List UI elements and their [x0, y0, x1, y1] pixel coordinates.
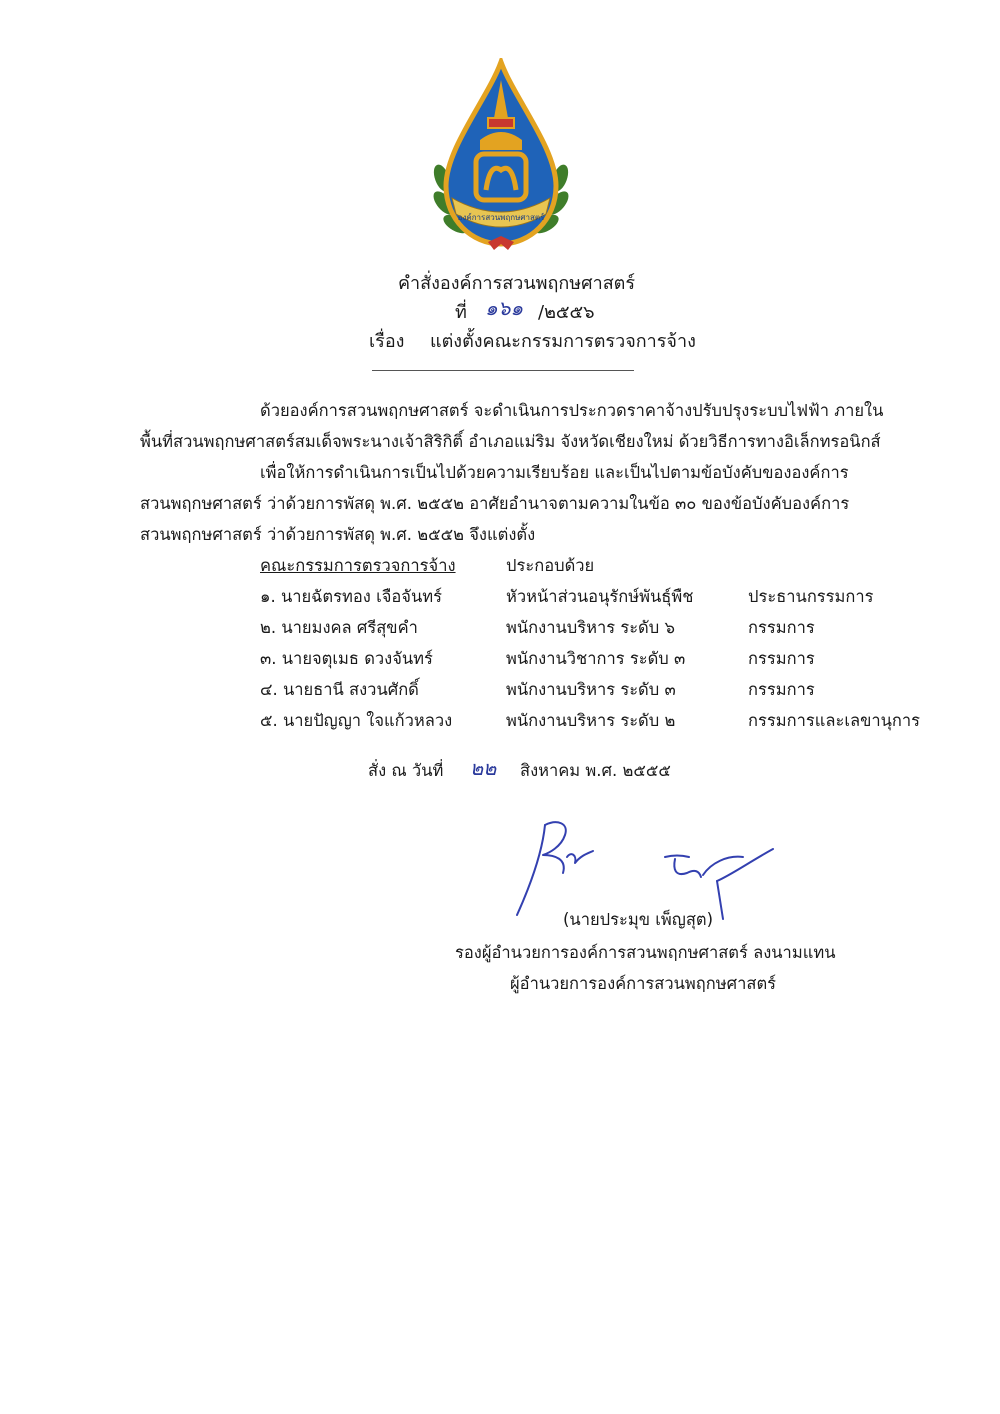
member-name: ๔. นายธานี สงวนศักดิ์ — [260, 680, 419, 699]
paragraph-1-line-1: ด้วยองค์การสวนพฤกษศาสตร์ จะดำเนินการประกวดราคาจ้างปรับปรุงระบบไฟฟ้า ภายใน — [260, 401, 884, 420]
committee-header-suffix: ประกอบด้วย — [506, 556, 595, 575]
subject-label: เรื่อง — [369, 331, 405, 352]
order-number-value: ๑๖๑ — [485, 296, 524, 320]
member-role: กรรมการ — [748, 618, 815, 637]
signatory-title-line-2: ผู้อำนวยการองค์การสวนพฤกษศาสตร์ — [510, 974, 777, 993]
member-role: ประธานกรรมการ — [748, 587, 874, 606]
paragraph-1-line-2: พื้นที่สวนพฤกษศาสตร์สมเด็จพระนางเจ้าสิริกิติ์ อำเภอแม่ริม จังหวัดเชียงใหม่ ด้วยวิธีการทางอิเล็กทรอนิกส์ — [140, 432, 881, 451]
signatory-name: (นายประมุข เพ็ญสุต) — [563, 910, 714, 929]
paragraph-2-line-2: สวนพฤกษศาสตร์ ว่าด้วยการพัสดุ พ.ศ. ๒๕๕๒ อาศัยอำนาจตามความในข้อ ๓๐ ของข้อบังคับองค์การ — [140, 494, 850, 513]
member-role: กรรมการและเลขานุการ — [748, 711, 921, 730]
member-name: ๒. นายมงคล ศรีสุขคำ — [260, 618, 418, 637]
member-position: หัวหน้าส่วนอนุรักษ์พันธุ์พืช — [506, 587, 694, 606]
paragraph-2-line-1: เพื่อให้การดำเนินการเป็นไปด้วยความเรียบร้อย และเป็นไปตามข้อบังคับขององค์การ — [260, 463, 849, 482]
order-number-year: /๒๕๕๖ — [538, 302, 595, 323]
member-name: ๑. นายฉัตรทอง เจือจันทร์ — [260, 587, 442, 606]
member-position: พนักงานบริหาร ระดับ ๖ — [506, 618, 675, 637]
member-position: พนักงานบริหาร ระดับ ๓ — [506, 680, 676, 699]
signatory-title-line-1: รองผู้อำนวยการองค์การสวนพฤกษศาสตร์ ลงนามแทน — [455, 943, 836, 962]
committee-header: คณะกรรมการตรวจการจ้าง — [260, 556, 456, 575]
order-title: คำสั่งองค์การสวนพฤกษศาสตร์ — [398, 273, 636, 294]
member-name: ๓. นายจตุเมธ ดวงจันทร์ — [260, 649, 433, 668]
member-name: ๕. นายปัญญา ใจแก้วหลวง — [260, 711, 453, 730]
order-number-label: ที่ — [455, 302, 467, 323]
heading-divider — [372, 370, 634, 371]
subject-text: แต่งตั้งคณะกรรมการตรวจการจ้าง — [430, 331, 696, 352]
member-position: พนักงานบริหาร ระดับ ๒ — [506, 711, 676, 730]
order-date-day: ๒๒ — [470, 756, 497, 780]
logo-text: องค์การสวนพฤกษศาสตร์ — [457, 213, 545, 222]
order-date-prefix: สั่ง ณ วันที่ — [368, 761, 444, 780]
order-date-month-year: สิงหาคม พ.ศ. ๒๕๕๕ — [520, 761, 671, 780]
organization-emblem-icon — [428, 58, 574, 254]
member-position: พนักงานวิชาการ ระดับ ๓ — [506, 649, 686, 668]
member-role: กรรมการ — [748, 649, 815, 668]
paragraph-2-line-3: สวนพฤกษศาสตร์ ว่าด้วยการพัสดุ พ.ศ. ๒๕๕๒ จึงแต่งตั้ง — [140, 525, 536, 544]
member-role: กรรมการ — [748, 680, 815, 699]
